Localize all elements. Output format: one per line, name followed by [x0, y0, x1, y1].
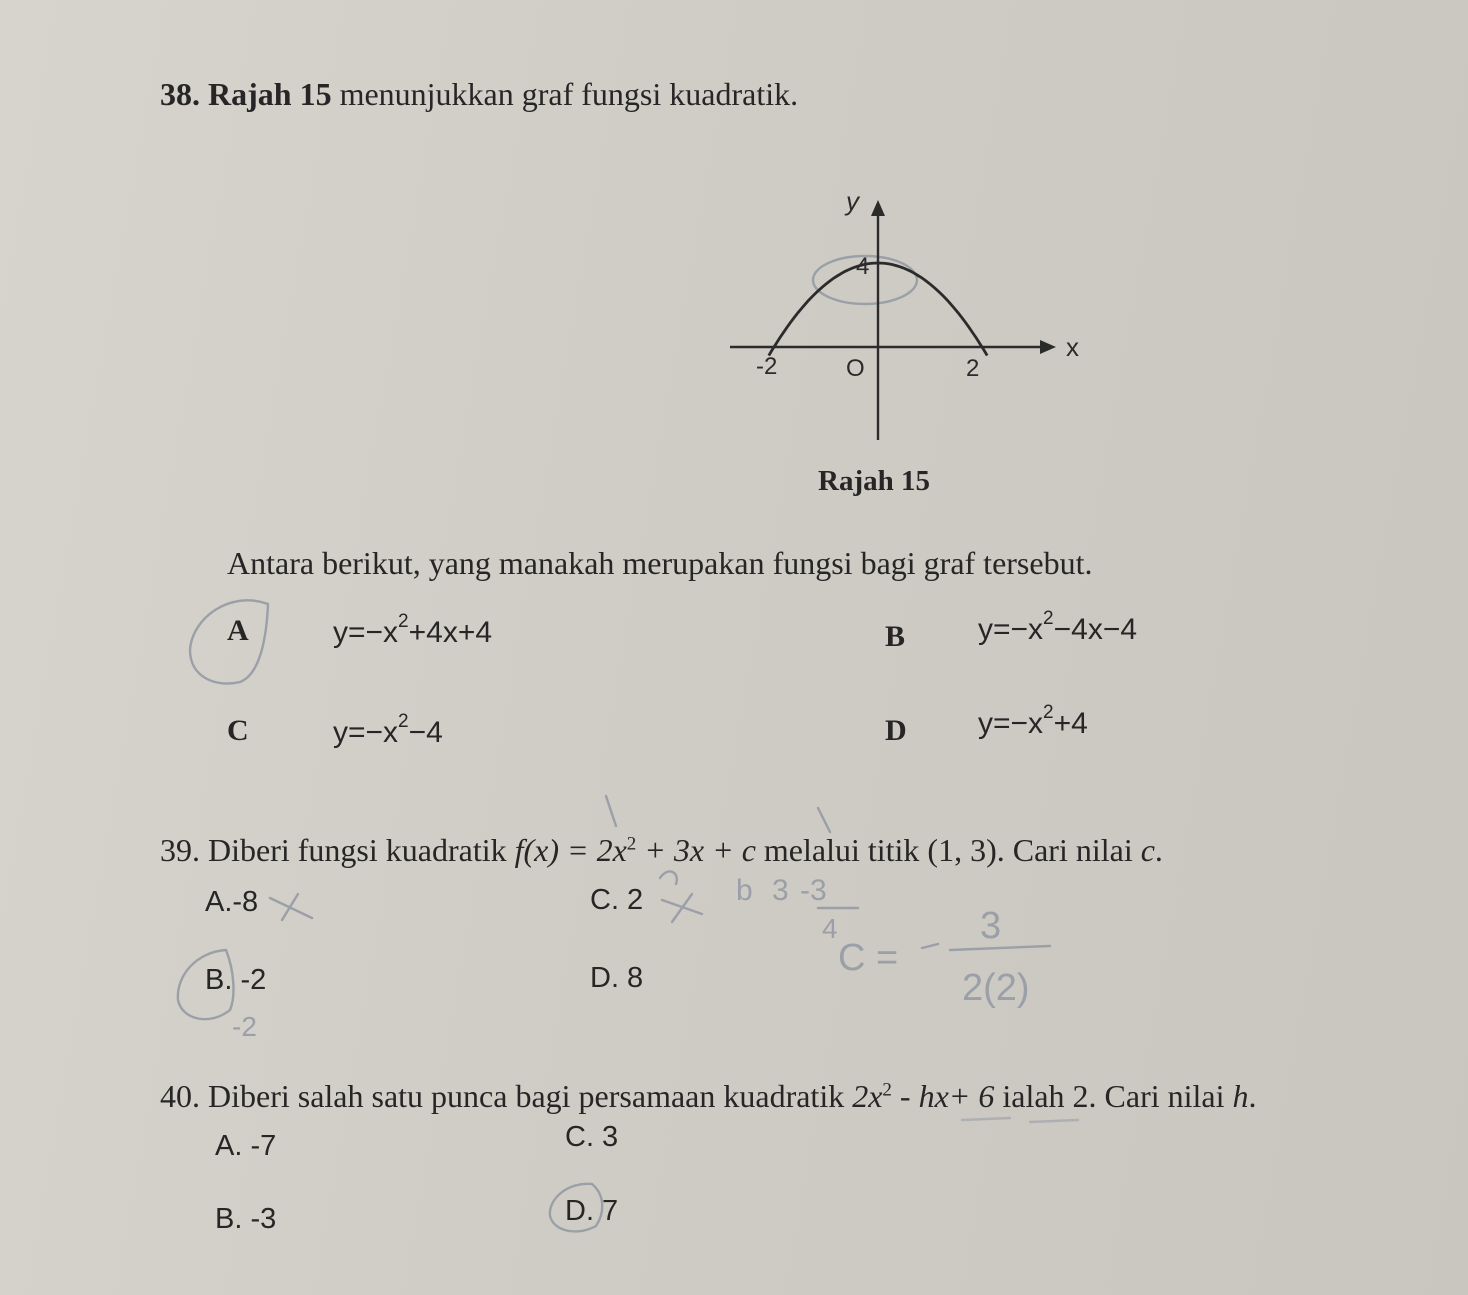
- formula-part: y=−x: [978, 707, 1044, 740]
- q39-text-pre: Diberi fungsi kuadratik: [208, 832, 507, 868]
- q40-exponent: 2: [882, 1079, 892, 1101]
- y-tick-label: 4: [856, 253, 870, 280]
- q38-text: menunjukkan graf fungsi kuadratik.: [339, 76, 799, 112]
- pencil-tick: [606, 796, 616, 826]
- pencil-note-numerator: 3: [980, 905, 1002, 947]
- q38-prompt: Antara berikut, yang manakah merupakan fungsi bagi graf tersebut.: [227, 545, 1093, 581]
- q39-text-mid: melalui titik: [763, 832, 920, 868]
- q38-lead: Rajah 15: [208, 76, 332, 112]
- q40-answer-b: B. -3: [215, 1203, 277, 1235]
- x-tick-label-negative: -2: [756, 353, 778, 380]
- q40-number: 40.: [160, 1078, 200, 1114]
- pencil-mark: [660, 871, 677, 884]
- q39-number: 39.: [160, 832, 200, 868]
- q40-expr-a: 2x: [852, 1078, 883, 1114]
- formula-exponent: 2: [1043, 608, 1054, 629]
- pencil-circle-option-a: [190, 600, 268, 683]
- pencil-note-minus3: -3: [800, 874, 827, 907]
- q40-answer-a: A. -7: [215, 1130, 277, 1162]
- pencil-cross-a: [270, 894, 312, 920]
- q39-answer-d: D. 8: [590, 962, 644, 994]
- q39-answer-a: A.-8: [205, 886, 259, 918]
- pencil-circle-q39-b: [178, 950, 234, 1019]
- formula-exponent: 2: [398, 711, 409, 732]
- q39-eq-rest: + 3x + c: [644, 832, 756, 868]
- pencil-cross-c: [662, 894, 702, 922]
- option-letter: D: [885, 714, 907, 747]
- q39-point: (1, 3): [927, 832, 997, 868]
- q39-text-post: . Cari nilai: [996, 832, 1133, 868]
- pencil-circle-q40-d: [550, 1184, 602, 1232]
- pencil-strokes: [962, 1118, 1078, 1122]
- formula-part: y=−x: [978, 613, 1044, 646]
- formula-part: y=−x: [333, 616, 399, 649]
- q39-exponent: 2: [626, 833, 637, 855]
- option-letter: C: [227, 714, 249, 747]
- pencil-note-c-equals: C =: [838, 937, 899, 979]
- q40-expr-b: - hx+ 6: [899, 1078, 995, 1114]
- origin-label: O: [846, 355, 865, 382]
- q40-text-post: ialah 2. Cari nilai: [1002, 1078, 1225, 1114]
- q39-fx: f(x): [514, 832, 559, 868]
- pencil-note-under-b: -2: [232, 1011, 257, 1042]
- y-axis-label: y: [846, 186, 859, 216]
- formula-exponent: 2: [1043, 702, 1054, 723]
- formula-part: y=−x: [333, 716, 399, 749]
- option-letter: B: [885, 620, 906, 653]
- pencil-note-3: 3: [772, 874, 789, 907]
- x-tick-label-positive: 2: [966, 355, 980, 382]
- formula-part: −4x−4: [1053, 613, 1138, 646]
- formula-exponent: 2: [398, 611, 409, 632]
- pencil-note-denominator: 2(2): [962, 967, 1030, 1009]
- q38-number: 38.: [160, 76, 200, 112]
- q40-dot: .: [1248, 1078, 1257, 1114]
- pencil-tick: [818, 808, 830, 832]
- formula-part: −4: [408, 716, 443, 749]
- formula-part: +4: [1053, 707, 1088, 740]
- q40-answer-c: C. 3: [565, 1121, 619, 1153]
- q40-answer-d: D. 7: [565, 1195, 619, 1227]
- x-axis-label: x: [1066, 332, 1079, 362]
- pencil-minus: [922, 944, 938, 948]
- pencil-note-b: b: [736, 874, 753, 907]
- formula-part: +4x+4: [408, 616, 493, 649]
- q40-text-pre: Diberi salah satu punca bagi persamaan kuadratik: [208, 1078, 845, 1114]
- q39-eq: = 2x: [567, 832, 627, 868]
- q40-var: h: [1232, 1078, 1249, 1114]
- option-letter: A: [227, 614, 249, 647]
- q39-answer-c: C. 2: [590, 884, 644, 916]
- pencil-note-4: 4: [822, 913, 838, 944]
- q39-answer-b: B. -2: [205, 964, 267, 996]
- q39-var: c: [1140, 832, 1155, 868]
- figure-caption: Rajah 15: [818, 465, 930, 497]
- q39-dot: .: [1154, 832, 1163, 868]
